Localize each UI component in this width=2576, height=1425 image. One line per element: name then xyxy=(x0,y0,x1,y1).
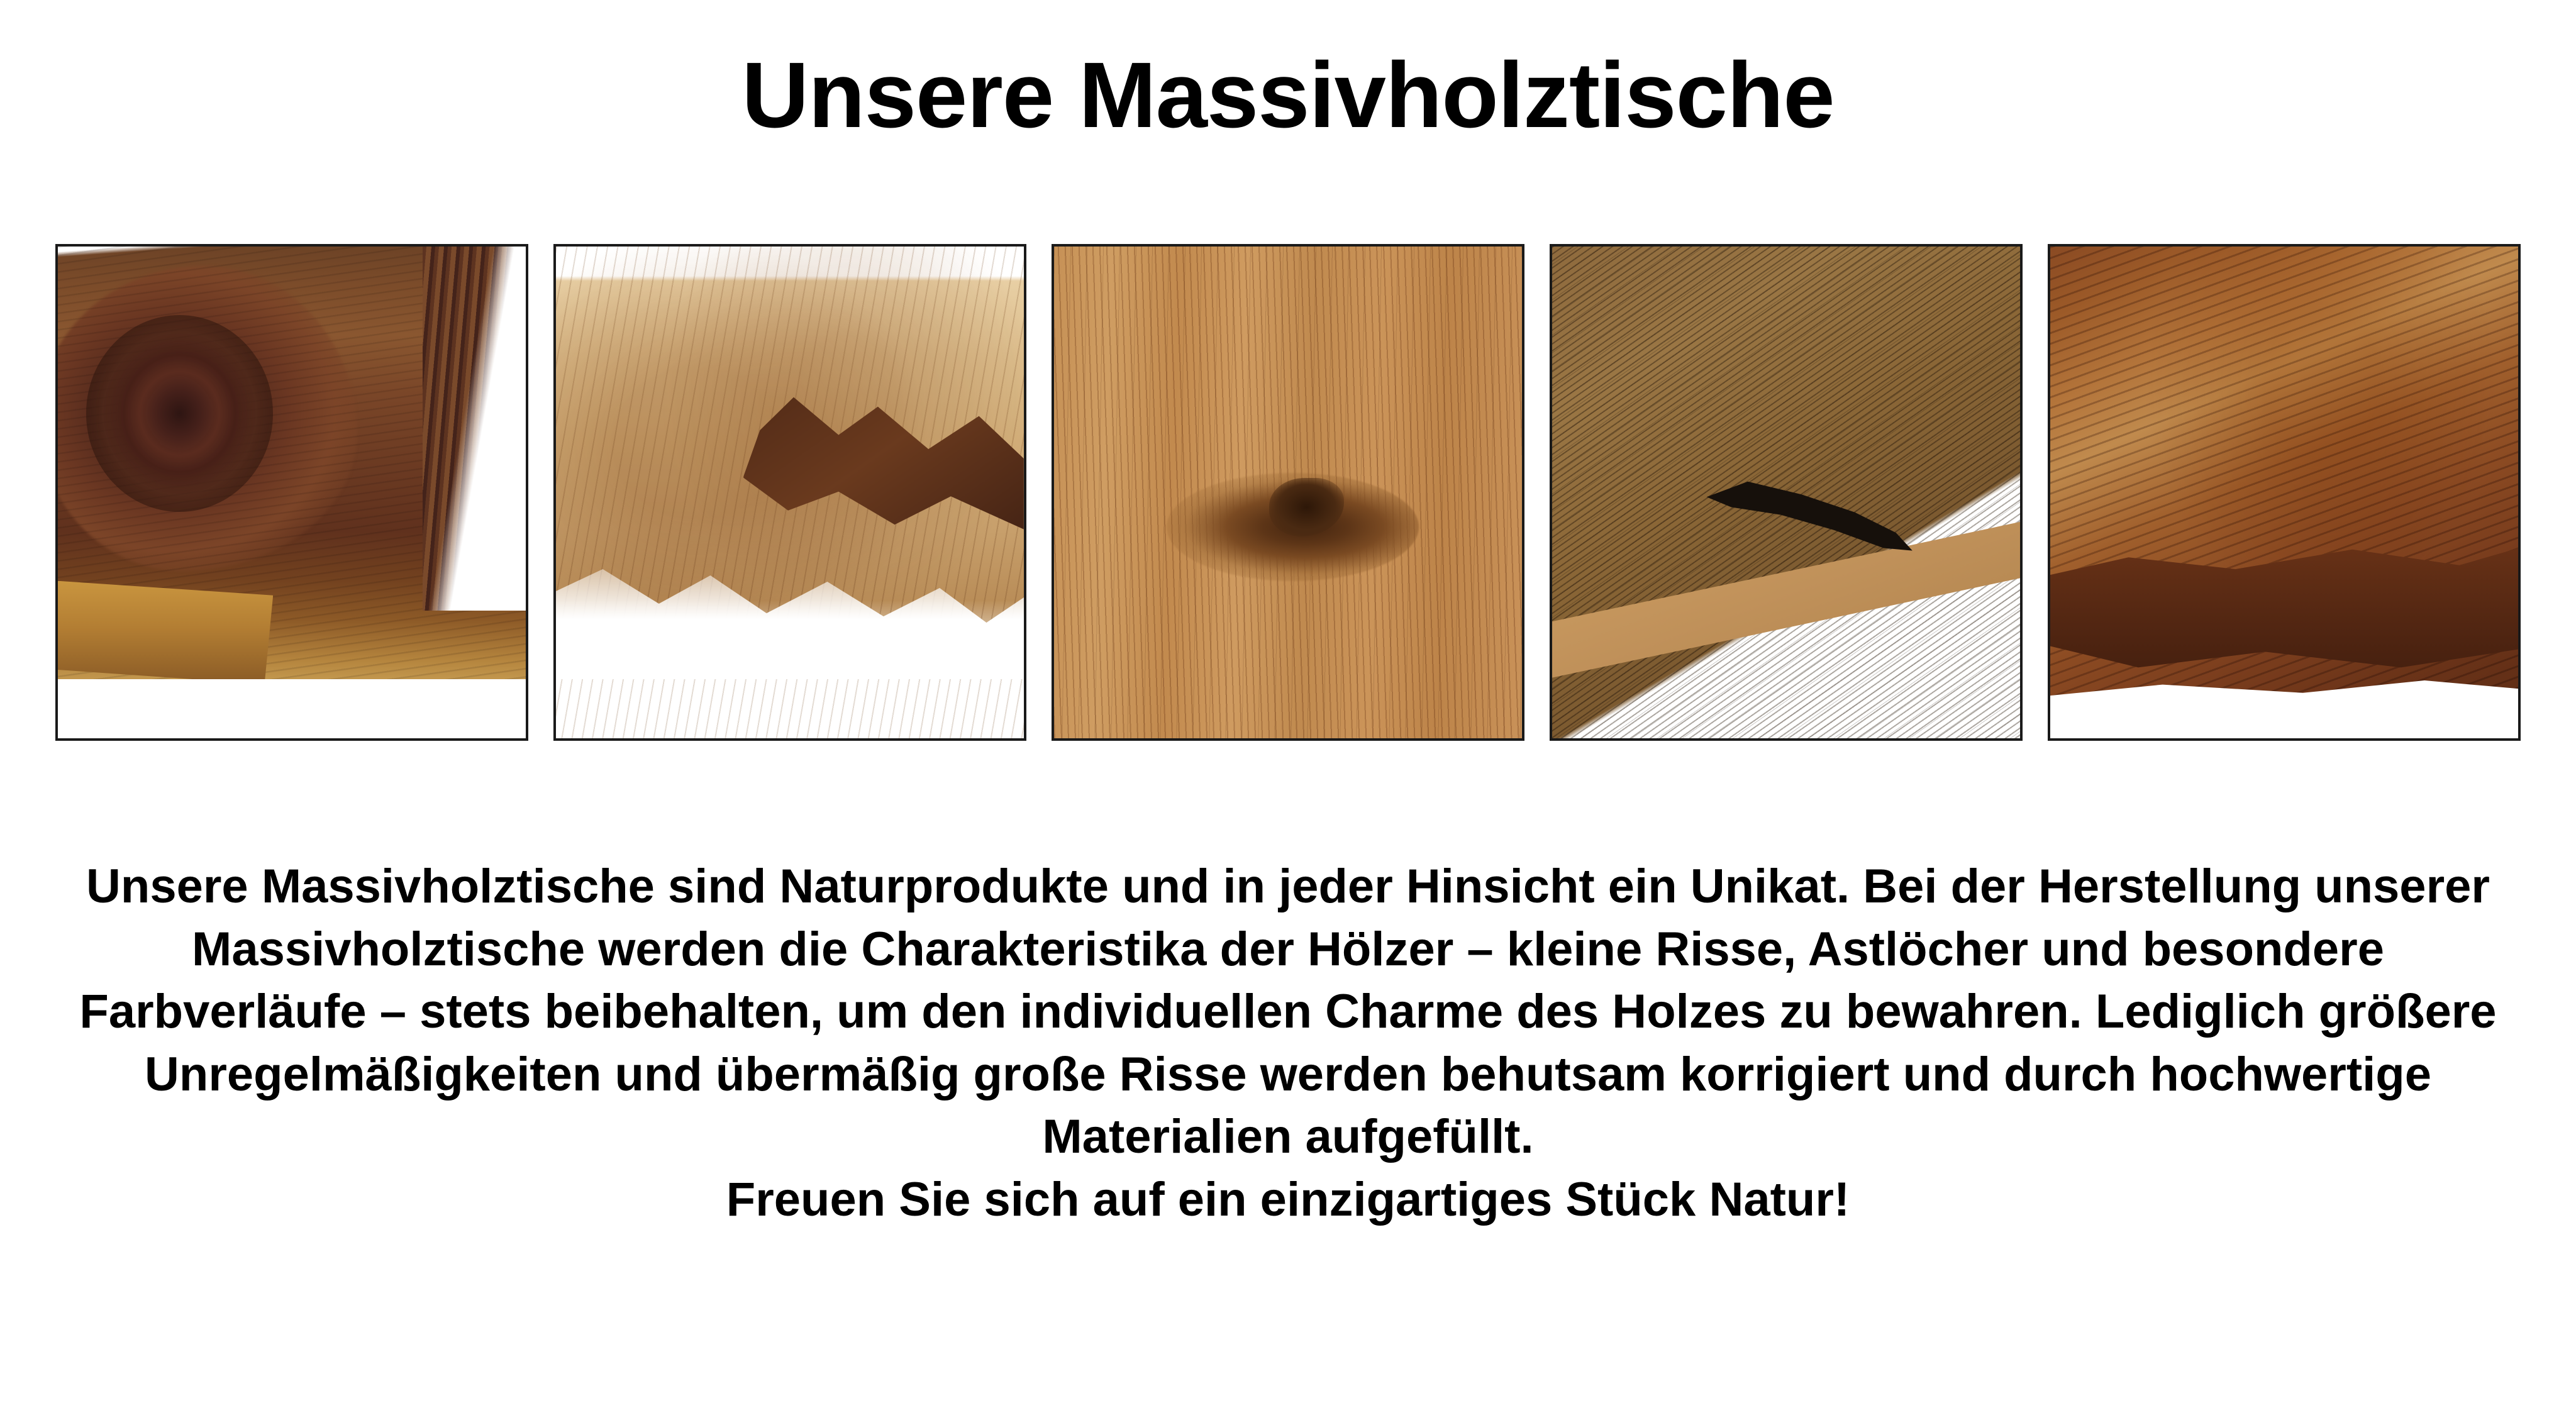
slab-front-face xyxy=(58,581,273,684)
photo-background-fill xyxy=(58,679,526,738)
body-paragraph-2: Freuen Sie sich auf ein einzigartiges Stück Natur! xyxy=(726,1172,1850,1226)
body-paragraph-1: Unsere Massivholztische sind Naturprodukte und in jeder Hinsicht ein Unikat. Bei der Herstellung unserer Massivholztische werden die Charakteristika der Hölzer – kleine Risse, Astlöcher und besondere Farbverläufe – stets beibehalten, um den individuellen Charme des Holzes zu bewahren. Lediglich größere Unregelmäßigkeiten und übermäßig große Risse werden behutsam korrigiert und durch hochwertige Materialien aufgefüllt. xyxy=(79,860,2497,1164)
wood-plank-filled-crack xyxy=(1550,244,2023,741)
wood-grain-texture xyxy=(2050,247,2518,738)
wood-slab-reddish-curved-edge xyxy=(2048,244,2521,741)
wood-slab-dark-live-edge xyxy=(55,244,528,741)
wood-grain-knot-closeup xyxy=(1052,244,1524,741)
body-text-block xyxy=(0,855,2576,1231)
page-title: Unsere Massivholztische xyxy=(741,43,1835,147)
wood-table-photo-gallery xyxy=(55,244,2521,741)
wood-slab-light-live-edge xyxy=(553,244,1026,741)
live-edge-detail xyxy=(423,247,528,611)
